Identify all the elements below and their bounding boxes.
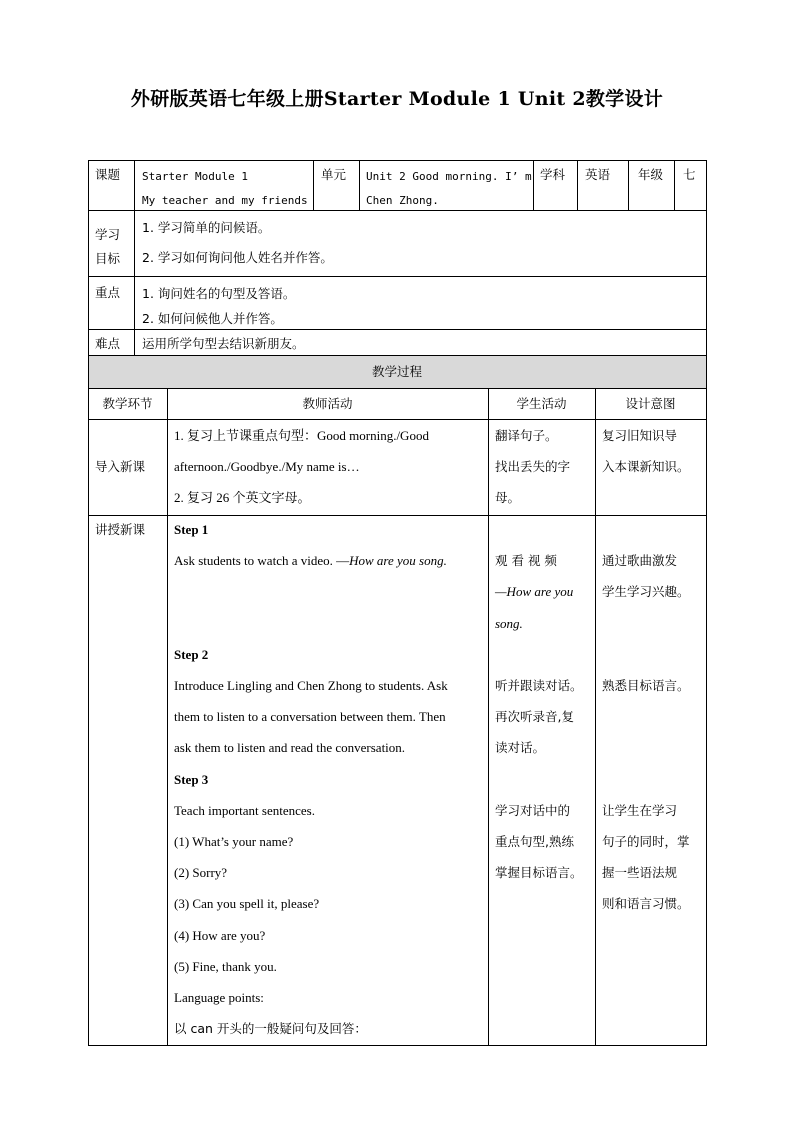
step3-intent-4: 则和语言习惯。 (602, 896, 690, 911)
step1-text: Ask students to watch a video. —How are you song. (174, 553, 447, 568)
table-border (167, 388, 168, 1046)
intro-student-1: 翻译句子。 (495, 428, 558, 443)
step3-intent-2: 句子的同时，掌 (602, 834, 690, 849)
objective-item: 1. 学习简单的问候语。 (142, 220, 271, 235)
table-border (88, 210, 706, 211)
step3-item: (1) What’s your name? (174, 834, 294, 849)
objectives-label-2: 目标 (95, 251, 121, 266)
intro-teacher-1a: 1. 复习上节课重点句型：Good morning./Good (174, 428, 429, 443)
col-header-teacher: 教师活动 (302, 396, 353, 411)
step1-student-2: —How are you (495, 584, 574, 599)
xueke-label: 学科 (540, 167, 566, 182)
table-border (88, 160, 89, 1046)
step3-student-1: 学习对话中的 (495, 803, 571, 818)
table-border (706, 160, 707, 1046)
difficulty-text: 运用所学句型去结识新朋友。 (142, 336, 305, 351)
table-border (577, 160, 578, 210)
step1-intent-1: 通过歌曲激发 (602, 553, 678, 568)
language-points-label: Language points: (174, 990, 264, 1005)
objectives-label-1: 学习 (95, 227, 121, 242)
table-border (88, 355, 706, 356)
intro-intent-2: 入本课新知识。 (602, 459, 690, 474)
intro-stage: 导入新课 (95, 459, 146, 474)
step3-intent-3: 握一些语法规 (602, 865, 678, 880)
newlesson-stage: 讲授新课 (95, 522, 146, 537)
table-border (628, 160, 629, 210)
step1-intent-2: 学生学习兴趣。 (602, 584, 690, 599)
keypoints-label: 重点 (95, 285, 121, 300)
intro-teacher-1b: afternoon./Goodbye./My name is… (174, 459, 360, 474)
table-border (88, 419, 706, 420)
keti-label: 课题 (95, 167, 121, 182)
table-border (88, 276, 706, 277)
table-border (88, 388, 706, 389)
intro-student-3: 母。 (495, 490, 521, 505)
col-header-stage: 教学环节 (102, 396, 153, 411)
step2-title: Step 2 (174, 647, 209, 662)
table-border (359, 160, 360, 210)
table-border (488, 388, 489, 1046)
step1-student-3: song. (495, 616, 523, 631)
step2-line-2: them to listen to a conversation between them. Then (174, 709, 446, 724)
nianji-label: 年级 (638, 167, 664, 182)
table-border (88, 515, 706, 516)
keti-line-2: My teacher and my friends (142, 194, 308, 207)
objective-item: 2. 学习如何询问他人姓名并作答。 (142, 250, 333, 265)
step1-title: Step 1 (174, 522, 209, 537)
danyuan-label: 单元 (321, 167, 347, 182)
step3-intro: Teach important sentences. (174, 803, 315, 818)
step3-item: (4) How are you? (174, 928, 266, 943)
table-border (313, 160, 314, 210)
difficulty-label: 难点 (95, 336, 121, 351)
keti-line-1: Starter Module 1 (142, 170, 248, 183)
table-border (88, 160, 706, 161)
step1-student-1: 观 看 视 频 (495, 553, 557, 568)
nianji-value: 七 (683, 167, 696, 182)
col-header-student: 学生活动 (516, 396, 567, 411)
process-section-title: 教学过程 (371, 364, 422, 379)
step3-title: Step 3 (174, 772, 209, 787)
document-title: 外研版英语七年级上册Starter Module 1 Unit 2教学设计 (130, 88, 664, 110)
step3-item: (2) Sorry? (174, 865, 228, 880)
table-border (674, 160, 675, 210)
step3-item: (5) Fine, thank you. (174, 959, 277, 974)
table-border (595, 388, 596, 1046)
step2-student-2: 再次听录音,复 (495, 709, 574, 724)
keypoint-item: 1. 询问姓名的句型及答语。 (142, 286, 296, 301)
step2-student-3: 读对话。 (495, 740, 546, 755)
intro-teacher-2: 2. 复习 26 个英文字母。 (174, 490, 311, 505)
step2-intent-1: 熟悉目标语言。 (602, 678, 690, 693)
unit-line-2: Chen Zhong. (366, 194, 439, 207)
unit-line-1: Unit 2 Good morning. I’ m (366, 170, 532, 183)
xueke-value: 英语 (585, 167, 611, 182)
table-border (134, 160, 135, 356)
step3-student-3: 掌握目标语言。 (495, 865, 583, 880)
step2-student-1: 听并跟读对话。 (495, 678, 583, 693)
table-border (88, 329, 706, 330)
table-border (88, 1045, 706, 1046)
intro-student-2: 找出丢失的字 (495, 459, 571, 474)
step3-student-2: 重点句型,熟练 (495, 834, 574, 849)
table-border (533, 160, 534, 210)
step2-line-3: ask them to listen and read the conversation. (174, 740, 406, 755)
step2-line-1: Introduce Lingling and Chen Zhong to students. Ask (174, 678, 448, 693)
step3-intent-1: 让学生在学习 (602, 803, 678, 818)
col-header-intent: 设计意图 (625, 396, 676, 411)
step3-item: (3) Can you spell it, please? (174, 896, 320, 911)
keypoint-item: 2. 如何问候他人并作答。 (142, 311, 283, 326)
can-question-line: 以 can 开头的一般疑问句及回答： (174, 1021, 367, 1036)
intro-intent-1: 复习旧知识导 (602, 428, 678, 443)
